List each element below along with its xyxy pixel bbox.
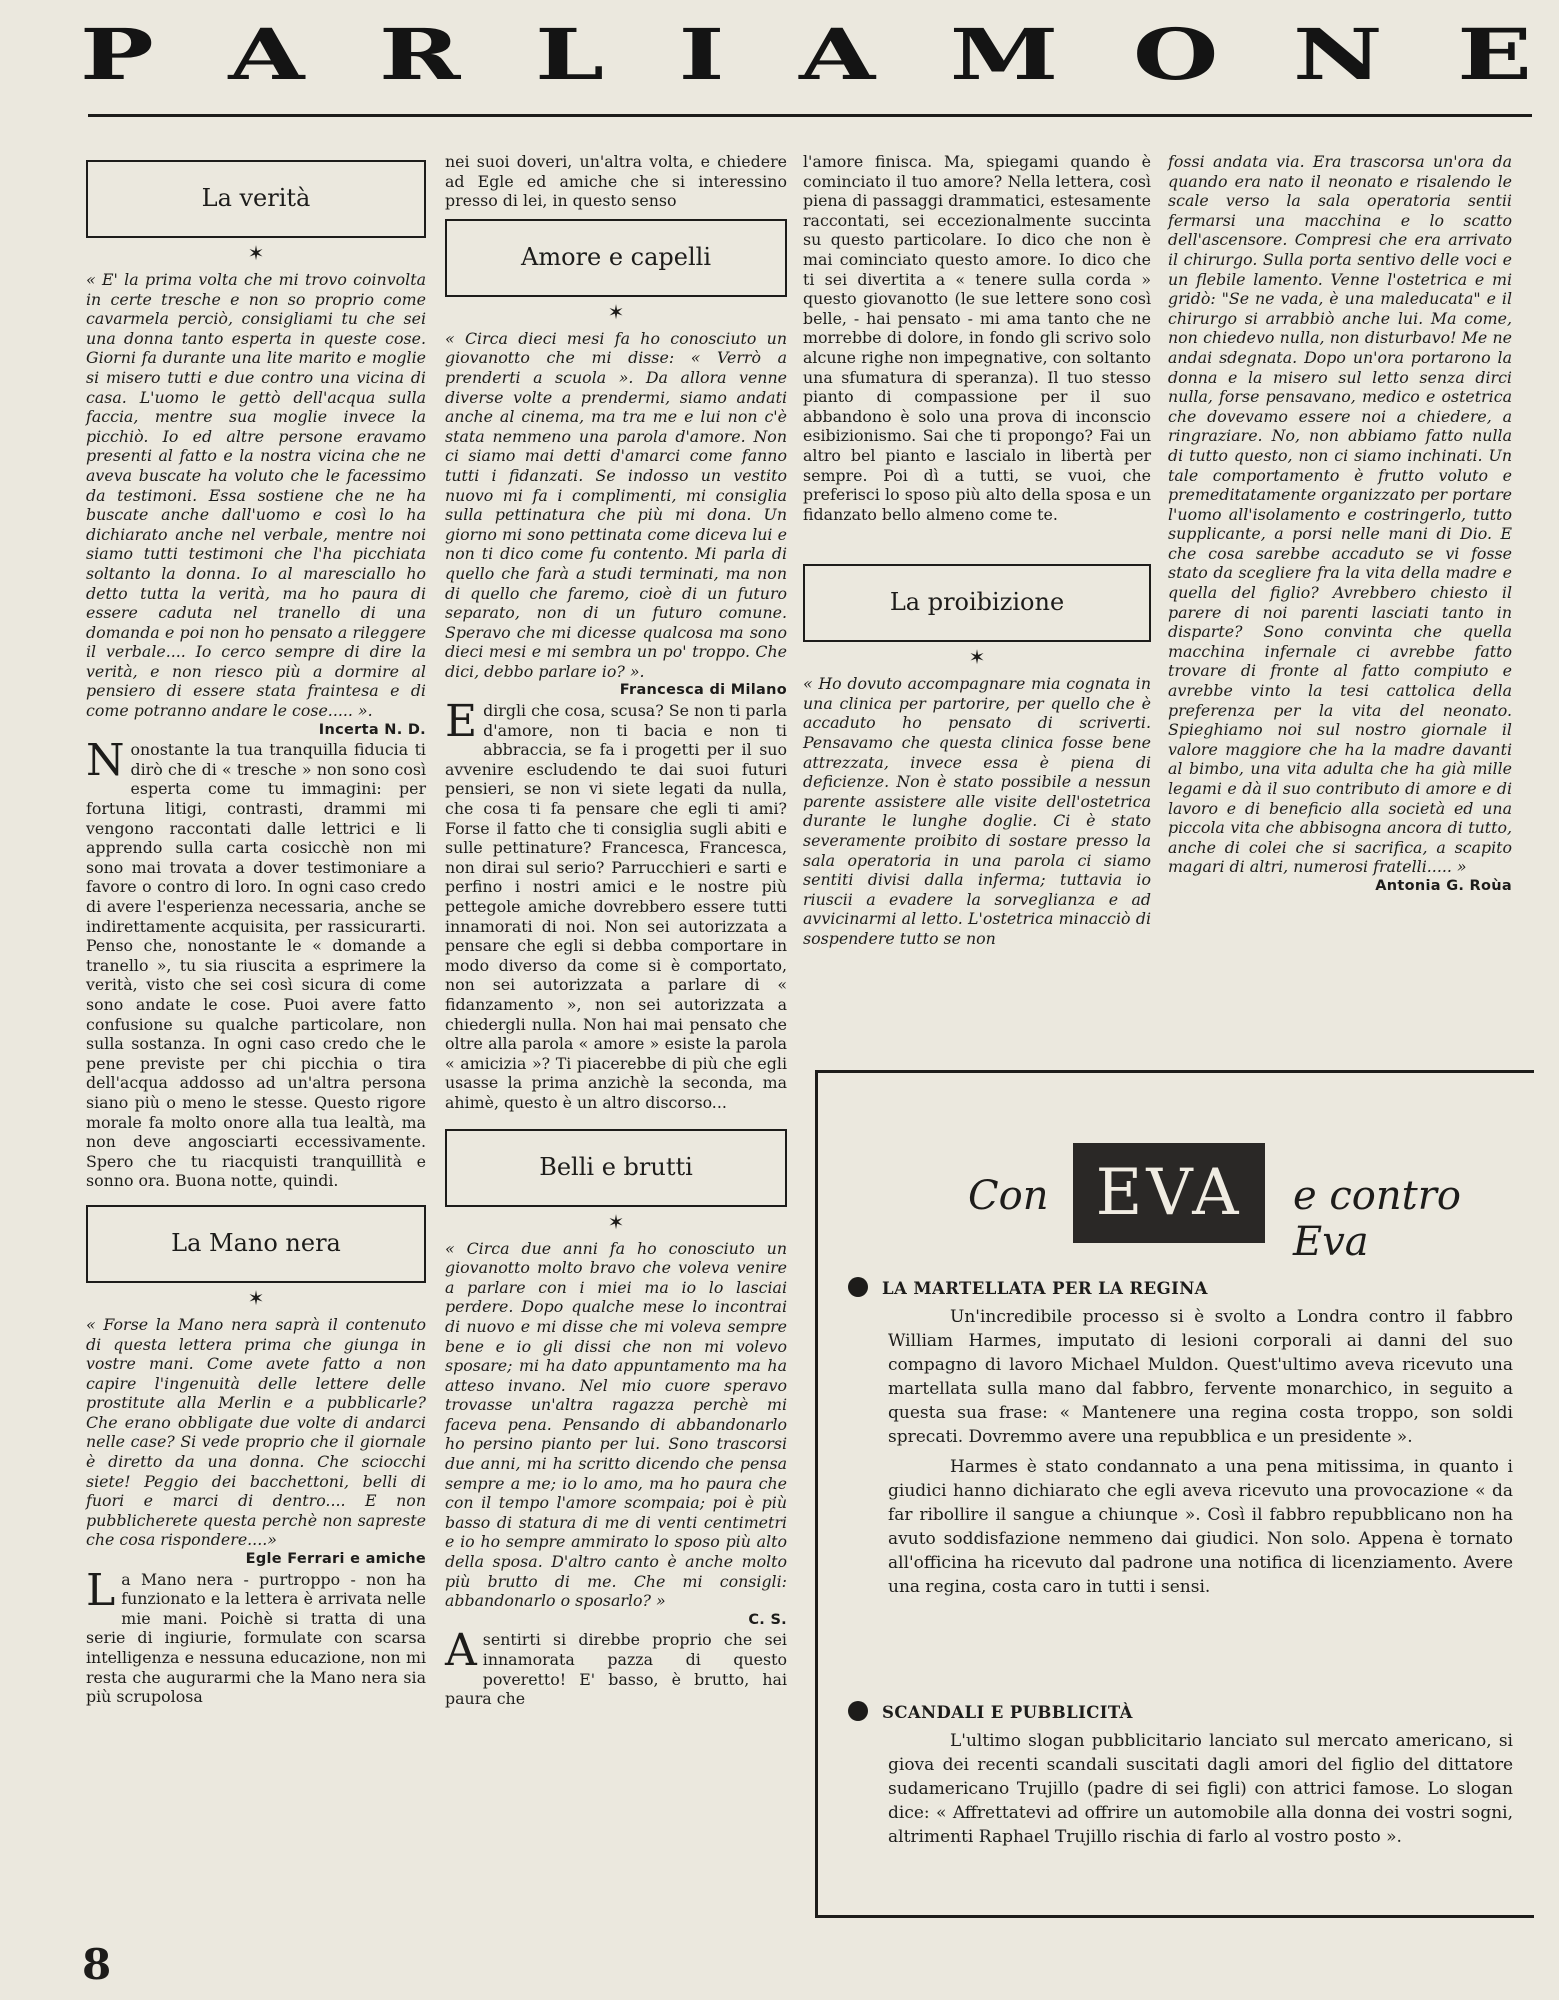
column-2 xyxy=(445,152,787,1709)
eva-header xyxy=(968,1143,1528,1265)
eva-article-martellata xyxy=(848,1277,1513,1599)
masthead-letter: M xyxy=(949,13,1059,97)
masthead-letter: N xyxy=(1292,13,1383,97)
continued-text: l'amore finisca. Ma, spiegami quando è cominciato il tuo amore? Nella lettera, così piena di passaggi drammatici, estesamente raccontati, sei eccezionalmente succinta su questo particolare. Io dico che non è mai cominciato questo amore. Io dico che ti sei divertita a « tenere sulla corda » questo giovanotto (le sue lettere sono così belle, - hai pensato - mi ama tanto che ne morrebbe di dolore, in fondo gli scrivo solo alcune righe non impegnative, con soltanto una sfumatura di speranza). Il tuo stesso pianto di compassione per il suo abbandono è solo una prova di inconscio esibizionismo. Sai che ti propongo? Fai un altro bel pianto e lascialo in libertà per sempre. Poi dì a tutti, se vuoi, che preferisci lo sposo più alto della sposa e un fidanzato bello almeno come te. xyxy=(803,152,1151,524)
drop-cap: N xyxy=(86,735,125,787)
reply-text: sentirti si direbbe proprio che sei innamorata pazza di questo poveretto! E' basso, è brutto, hai paura che xyxy=(445,1630,787,1709)
star-ornament: ✶ xyxy=(968,645,986,670)
eva-article-paragraph: L'ultimo slogan pubblicitario lanciato sul mercato americano, si giova dei recenti scandali suscitati dagli amori del figlio del dittatore sudamericano Trujillo (padre di sei figli) con attrici famose. Lo slogan dice: « Affrettatevi ad offrire un automobile alla donna dei vostri sogni, altrimenti Raphael Trujillo rischia di farlo al vostro posto ». xyxy=(888,1731,1513,1847)
masthead-letter: A xyxy=(228,13,305,97)
heading-la-mano-nera: La Mano nera xyxy=(86,1205,426,1283)
eva-article-title-text: LA MARTELLATA PER LA REGINA xyxy=(882,1279,1208,1298)
star-ornament: ✶ xyxy=(607,1209,625,1234)
masthead-letter: P xyxy=(80,13,154,97)
bullet-dot xyxy=(848,1277,868,1297)
eva-article-title xyxy=(848,1277,1513,1301)
reply-text: a Mano nera - purtroppo - non ha funzionato e la lettera è arrivata nelle mie mani. Poichè si tratta di una serie di ingiurie, formulate con scarsa intelligenza e nessuna educazione, non mi resta che augurarmi che la Mano nera sia più scrupolosa xyxy=(86,1569,426,1707)
drop-cap: A xyxy=(445,1625,477,1677)
masthead-letter: A xyxy=(799,13,876,97)
page-number: 8 xyxy=(82,1940,112,1989)
letter-signature: Incerta N. D. xyxy=(318,721,426,738)
eva-logo: EVA xyxy=(1073,1143,1265,1243)
letter-signature: Antonia G. Roùa xyxy=(1375,877,1512,894)
eva-header-con: Con xyxy=(968,1173,1049,1219)
eva-section-box xyxy=(815,1070,1534,1918)
eva-article-scandali xyxy=(848,1701,1513,1849)
eva-article-paragraph: Un'incredibile processo si è svolto a Londra contro il fabbro William Harmes, imputato di lesioni corporali ai danni del suo compagno di lavoro Michael Muldon. Quest'ultimo aveva ricevuto una martellata sulla mano dal fabbro, fervente monarchico, in seguito a questa sua frase: « Mantenere una regina costa troppo, son soldi sprecati. Dovremmo avere una repubblica e un presidente ». xyxy=(888,1307,1513,1447)
eva-article-paragraph: Harmes è stato condannato a una pena mitissima, in quanto i giudici hanno dichiarato che egli aveva ricevuto una provocazione « da far ribollire il sangue a chiunque ». Così il fabbro repubblicano non ha avuto soddisfazione nemmeno dai giudici. Non solo. Appena è tornato all'officina ha ricevuto dal padrone una notifica di licenziamento. Avere una regina, costa caro in tutti i sensi. xyxy=(888,1457,1513,1597)
reply-text: onostante la tua tranquilla fiducia ti dirò che di « tresche » non sono così esperta come tu immagini: per fortuna litigi, contrasti, drammi mi vengono raccontati dalle lettrici e li apprendo sulla carta cosicchè non mi sono mai trovata a dover testimoniare a favore o contro di loro. In ogni caso credo di avere l'esperienza necessaria, anche se indirettamente acquisita, per rassicurarti. Penso che, nonostante le « domande a tranello », tu sia riuscita a esprimere la verità, visto che sei così sicura di come sono andate le cose. Puoi avere fatto confusione su qualche particolare, non sulla sostanza. In ogni caso credo che le pene previste per chi picchia o tira dell'acqua addosso ad un'altra persona siano più o meno le stesse. Questo rigore morale fa molto onore alla tua lealtà, ma non deve angosciarti eccessivamente. Spero che tu riacquisti tranquillità e sonno ora. Buona notte, quindi. xyxy=(86,740,426,1191)
reply-text: dirgli che cosa, scusa? Se non ti parla d'amore, non ti bacia e non ti abbraccia, se fa i progetti per il suo avvenire escludendo te dai suoi futuri pensieri, se non vi siete legati da nulla, che cosa ti fa pensare che egli ti ami? Forse il fatto che ti consiglia sugli abiti e sulle pettinature? Francesca, Francesca, non dirai sul serio? Parrucchieri e sarti e perfino i nostri amici e le nostre più pettegole amiche dovrebbero essere tutti innamorati di noi. Non sei autorizzata a pensare che egli si debba comportare in modo diverso da come si è comportato, non sei autorizzata a parlare di « fidanzamento », non sei autorizzata a chiedergli nulla. Non hai mai pensato che oltre alla parola « amore » esiste la parola « amicizia »? Ti piacerebbe di più che egli usasse la prima anzichè la seconda, ma ahimè, questo è un altro discorso... xyxy=(445,701,787,1112)
star-ornament: ✶ xyxy=(247,241,265,265)
masthead-letter: R xyxy=(379,13,461,97)
letter-signature: Francesca di Milano xyxy=(619,682,787,699)
reply-mano-nera xyxy=(86,1564,426,1707)
eva-article-title xyxy=(848,1701,1513,1725)
masthead-letter: O xyxy=(1132,13,1219,97)
reply-la-verita xyxy=(86,735,426,1191)
continued-letter: fossi andata via. Era trascorsa un'ora da quando era nato il neonato e risalendo le scale verso la sala operatoria sentii fermarsi una macchina e lo scatto dell'ascensore. Compresi che era arrivato il chirurgo. Sulla porta sentivo delle voci e un flebile lamento. Venne l'ostetrica e mi gridò: "Se ne vada, è una maleducata" e il chirurgo si arrabbiò anche lui. Ma come, non chiedevo nulla, non disturbavo! Me ne andai sdegnata. Dopo un'ora portarono la donna e la misero sul letto senza dirci nulla, forse pensavano, medico e ostetrica che dovevamo essere noi a chiedere, a ringraziare. No, non abbiamo fatto nulla di tutto questo, non ci siamo inchinati. Un tale comportamento è frutto voluto e premeditatamente organizzato per portare l'uomo all'isolamento e costringerlo, tutto supplicante, a porsi nelle mani di Dio. E che cosa sarebbe accaduto se vi fosse stato da scegliere fra la vita della madre e quella del figlio? Avrebbero chiesto il parere di noi parenti lasciati tanto in disparte? Sono convinta che quella macchina infernale ci avrebbe fatto trovare di fronte al fatto compiuto e avrebbe vinto la tesi cattolica della preferenza per la vita del neonato. Spieghiamo noi sul nostro giornale il valore maggiore che ha la madre davanti al bimbo, una vita adulta che ha già mille legami e dà il suo contributo di amore e di lavoro e di beneficio alla società ed una piccola vita che abbisogna ancora di tutto, anche di colei che si sacrifica, a scapito magari di altri, numerosi fratelli..... » xyxy=(1168,152,1512,877)
eva-article-title-text: SCANDALI E PUBBLICITÀ xyxy=(882,1703,1133,1722)
masthead-letter: E xyxy=(1457,13,1532,97)
letter-signature: C. S. xyxy=(748,1611,787,1628)
heading-amore-e-capelli: Amore e capelli xyxy=(445,219,787,297)
heading-belli-e-brutti: Belli e brutti xyxy=(445,1129,787,1207)
letter-belli-e-brutti: « Circa due anni fa ho conosciuto un giovanotto molto bravo che voleva venire a parlare con i miei ma io lo lasciai perdere. Dopo qualche mese lo incontrai di nuovo e mi disse che mi voleva sempre bene e io gli dissi che non mi volevo sposare; mi ha dato appuntamento ma ha atteso invano. Nel mio cuore speravo trovasse un'altra ragazza perchè mi faceva pena. Pensando di abbandonarlo ho persino pianto per lui. Sono trascorsi due anni, mi ha scritto dicendo che pensa sempre a me; io lo amo, ma ho paura che con il tempo l'amore scompaia; poi è più basso di statura di me di venti centimetri e io ho sempre ammirato lo sposo più alto della sposa. D'altro canto è anche molto più brutto di me. Che mi consigli: abbandonarlo o sposarlo? » xyxy=(445,1238,787,1611)
star-ornament: ✶ xyxy=(607,299,625,324)
heading-la-verita: La verità xyxy=(86,160,426,238)
eva-header-contro: e contro Eva xyxy=(1293,1173,1461,1265)
masthead-parliamone xyxy=(80,10,1532,100)
column-1 xyxy=(86,160,426,1707)
reply-belli-e-brutti xyxy=(445,1625,787,1709)
letter-signature: Egle Ferrari e amiche xyxy=(245,1551,426,1568)
letter-la-verita: « E' la prima volta che mi trovo coinvolta in certe tresche e non so proprio come cavarmela perciò, consigliami tu che sei una donna tanto esperta in queste cose. Giorni fa durante una lite marito e moglie si misero tutti e due contro una vicina di casa. L'uomo le gettò dell'acqua sulla faccia, mentre sua moglie invece la picchiò. Io ed altre persone eravamo presenti al fatto e la nostra vicina che ne aveva buscate ha voluto che le facessimo da testimoni. Essa sostiene che ne ha buscate anche dall'uomo e così lo ha dichiarato anche nel verbale, mentre noi siamo tutti testimoni che l'ha picchiata soltanto la donna. Io al maresciallo ho detto tutta la verità, ma ho paura di essere caduta nel tranello di una domanda e poi non ho pensato a rileggere il verbale.... Io cerco sempre di dire la verità, e non riesco più a dormire al pensiero di essere stata fraintesa e di come potranno andare le cose..... ». xyxy=(86,270,426,721)
star-ornament: ✶ xyxy=(247,1285,265,1310)
column-3 xyxy=(803,152,1151,949)
bullet-dot xyxy=(848,1701,868,1721)
drop-cap: E xyxy=(445,696,478,748)
column-4 xyxy=(1168,152,1512,897)
letter-la-proibizione: « Ho dovuto accompagnare mia cognata in una clinica per partorire, per quello che è accaduto ho pensato di scriverti. Pensavamo che questa clinica fosse bene attrezzata, invece essa è piena di deficienze. Non è stato possibile a nessun parente assistere alle visite dell'ostetrica durante le lunghe doglie. Ci è stato severamente proibito di sostare presso la sala operatoria in una parola ci siamo sentiti divisi dalla inferma; tuttavia io riuscii a evadere la sorveglianza e ad avvicinarmi al letto. L'ostetrica minacciò di sospendere tutto se non xyxy=(803,674,1151,948)
masthead-rule xyxy=(88,114,1532,117)
masthead-letter: I xyxy=(678,13,725,97)
continued-text: nei suoi doveri, un'altra volta, e chiedere ad Egle ed amiche che si interessino presso di lei, in questo senso xyxy=(445,152,787,211)
letter-amore-e-capelli: « Circa dieci mesi fa ho conosciuto un giovanotto che mi disse: « Verrò a prenderti a scuola ». Da allora venne diverse volte a prendermi, siamo andati anche al cinema, ma tra me e lui non c'è stata nemmeno una parola d'amore. Non ci siamo mai detti d'amarci come fanno tutti i fidanzati. Se indosso un vestito nuovo mi fa i complimenti, mi consiglia sulla pettinatura che più mi dona. Un giorno mi sono pettinata come diceva lui e non ti dico come fu contento. Mi parla di quello che farà a studi terminati, ma non di quello che faremo, cioè di un futuro separato, non di un futuro comune. Speravo che mi dicesse qualcosa ma sono dieci mesi e mi sembra un po' troppo. Che dici, debbo parlare io? ». xyxy=(445,328,787,681)
masthead-letter: L xyxy=(535,13,605,97)
drop-cap: L xyxy=(86,1564,116,1616)
heading-la-proibizione: La proibizione xyxy=(803,564,1151,642)
letter-mano-nera: « Forse la Mano nera saprà il contenuto di questa lettera prima che giunga in vostre mani. Come avete fatto a non capire l'ingenuità delle lettere delle prostitute alla Merlin e a pubblicarle? Che erano obbligate due volte di andarci nelle case? Si vede proprio che il giornale è diretto da una donna. Che sciocchi siete! Peggio dei bacchettoni, belli di fuori e marci di dentro.... E non pubblicherete questa perchè non sapreste che cosa rispondere....» xyxy=(86,1314,426,1550)
reply-amore-e-capelli xyxy=(445,696,787,1112)
